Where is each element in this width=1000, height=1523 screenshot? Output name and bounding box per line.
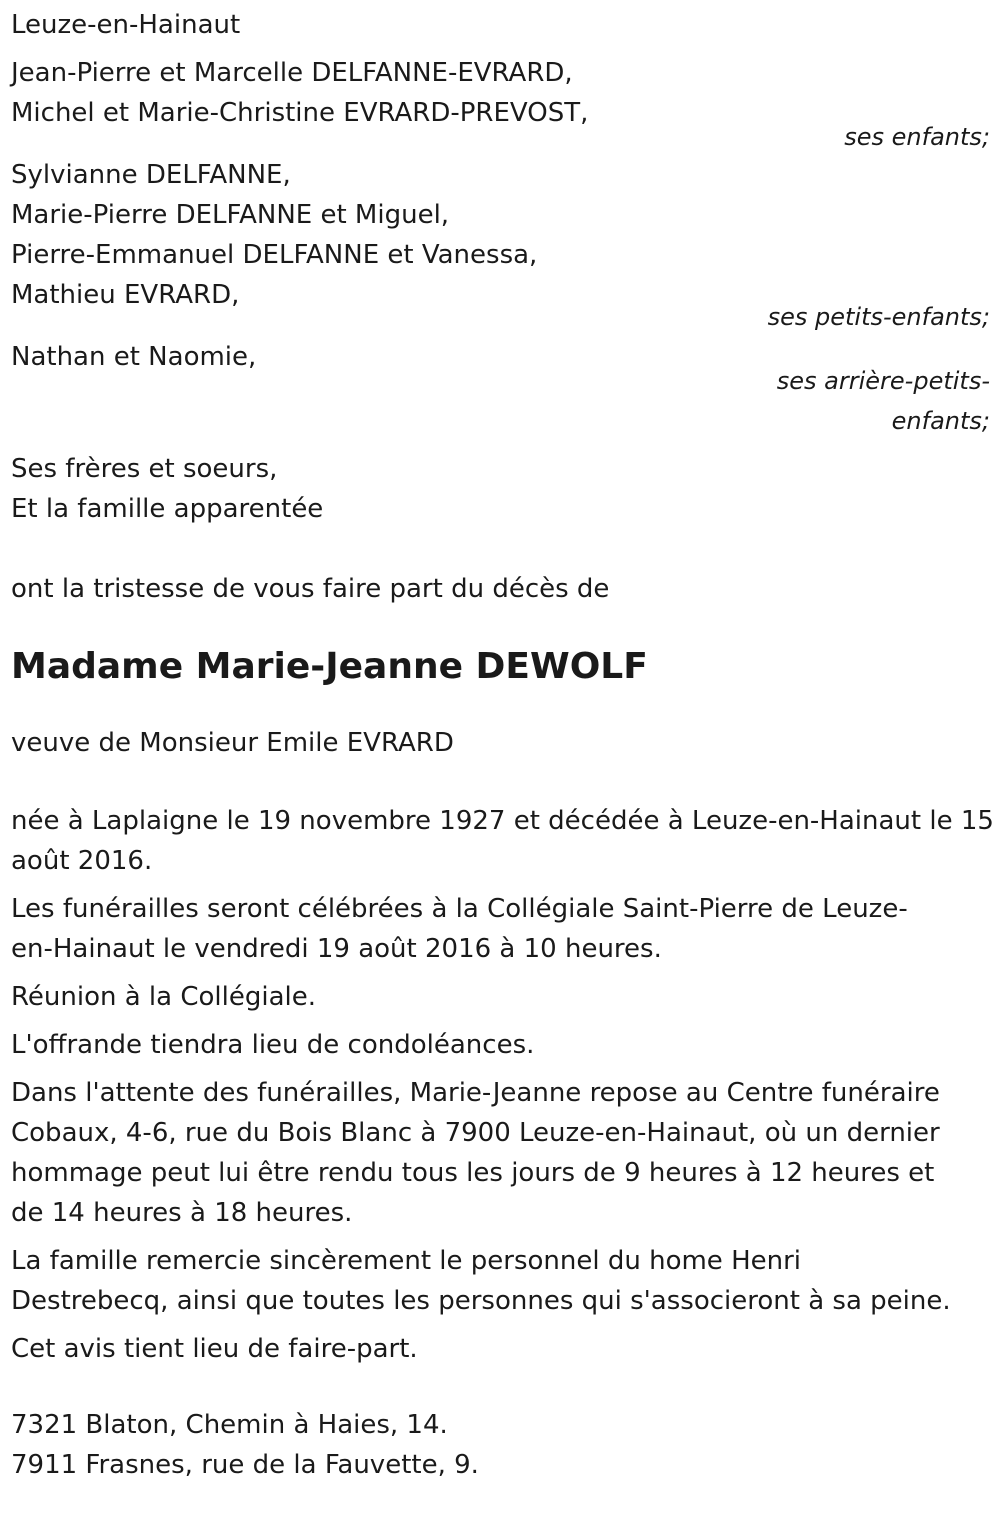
viewing-line: de 14 heures à 18 heures.: [11, 1198, 353, 1228]
family-line: Ses frères et soeurs,: [11, 454, 278, 484]
children-role: ses enfants;: [844, 123, 990, 151]
great-grandchildren-role-1: ses arrière-petits-: [776, 367, 990, 395]
grandchild-line: Pierre-Emmanuel DELFANNE et Vanessa,: [11, 240, 538, 270]
funeral-line: Les funérailles seront célébrées à la Collégiale Saint-Pierre de Leuze-: [11, 894, 908, 924]
offering: L'offrande tiendra lieu de condoléances.: [11, 1030, 535, 1060]
viewing-line: Dans l'attente des funérailles, Marie-Jeanne repose au Centre funéraire: [11, 1078, 940, 1108]
birth-death-line: née à Laplaigne le 19 novembre 1927 et décédée à Leuze-en-Hainaut le 15: [11, 806, 994, 836]
children-section: [11, 53, 990, 157]
grandchild-line: Mathieu EVRARD,: [11, 280, 240, 310]
address-line: 7911 Frasnes, rue de la Fauvette, 9.: [11, 1450, 479, 1480]
grandchild-line: Marie-Pierre DELFANNE et Miguel,: [11, 200, 450, 230]
funeral-paragraph: [11, 889, 990, 969]
thanks-line: Destrebecq, ainsi que toutes les personnes qui s'associeront à sa peine.: [11, 1286, 951, 1316]
thanks-line: La famille remercie sincèrement le personnel du home Henri: [11, 1246, 802, 1276]
notice: Cet avis tient lieu de faire-part.: [11, 1334, 418, 1364]
family-line: Et la famille apparentée: [11, 494, 324, 524]
addresses-section: [11, 1405, 990, 1485]
city-header: Leuze-en-Hainaut: [11, 10, 241, 40]
child-line: Michel et Marie-Christine EVRARD-PREVOST,: [11, 98, 589, 128]
thanks-paragraph: [11, 1241, 990, 1321]
birth-death-paragraph: [11, 801, 994, 881]
deceased-name: Madame Marie-Jeanne DEWOLF: [11, 646, 648, 687]
grandchildren-role: ses petits-enfants;: [767, 303, 990, 331]
great-grandchildren-role-2: enfants;: [891, 407, 990, 435]
child-line: Jean-Pierre et Marcelle DELFANNE-EVRARD,: [11, 58, 573, 88]
great-grandchild-line: Nathan et Naomie,: [11, 342, 257, 372]
meeting: Réunion à la Collégiale.: [11, 982, 316, 1012]
birth-death-line: août 2016.: [11, 846, 153, 876]
widow-of: veuve de Monsieur Emile EVRARD: [11, 728, 454, 758]
announcement: ont la tristesse de vous faire part du décès de: [11, 574, 610, 604]
viewing-line: hommage peut lui être rendu tous les jours de 9 heures à 12 heures et: [11, 1158, 935, 1188]
funeral-line: en-Hainaut le vendredi 19 août 2016 à 10 heures.: [11, 934, 662, 964]
grandchild-line: Sylvianne DELFANNE,: [11, 160, 291, 190]
great-grandchildren-section: [11, 337, 990, 441]
family-section: [11, 449, 990, 529]
grandchildren-section: [11, 155, 990, 337]
address-line: 7321 Blaton, Chemin à Haies, 14.: [11, 1410, 448, 1440]
viewing-line: Cobaux, 4-6, rue du Bois Blanc à 7900 Leuze-en-Hainaut, où un dernier: [11, 1118, 940, 1148]
viewing-paragraph: [11, 1073, 990, 1233]
